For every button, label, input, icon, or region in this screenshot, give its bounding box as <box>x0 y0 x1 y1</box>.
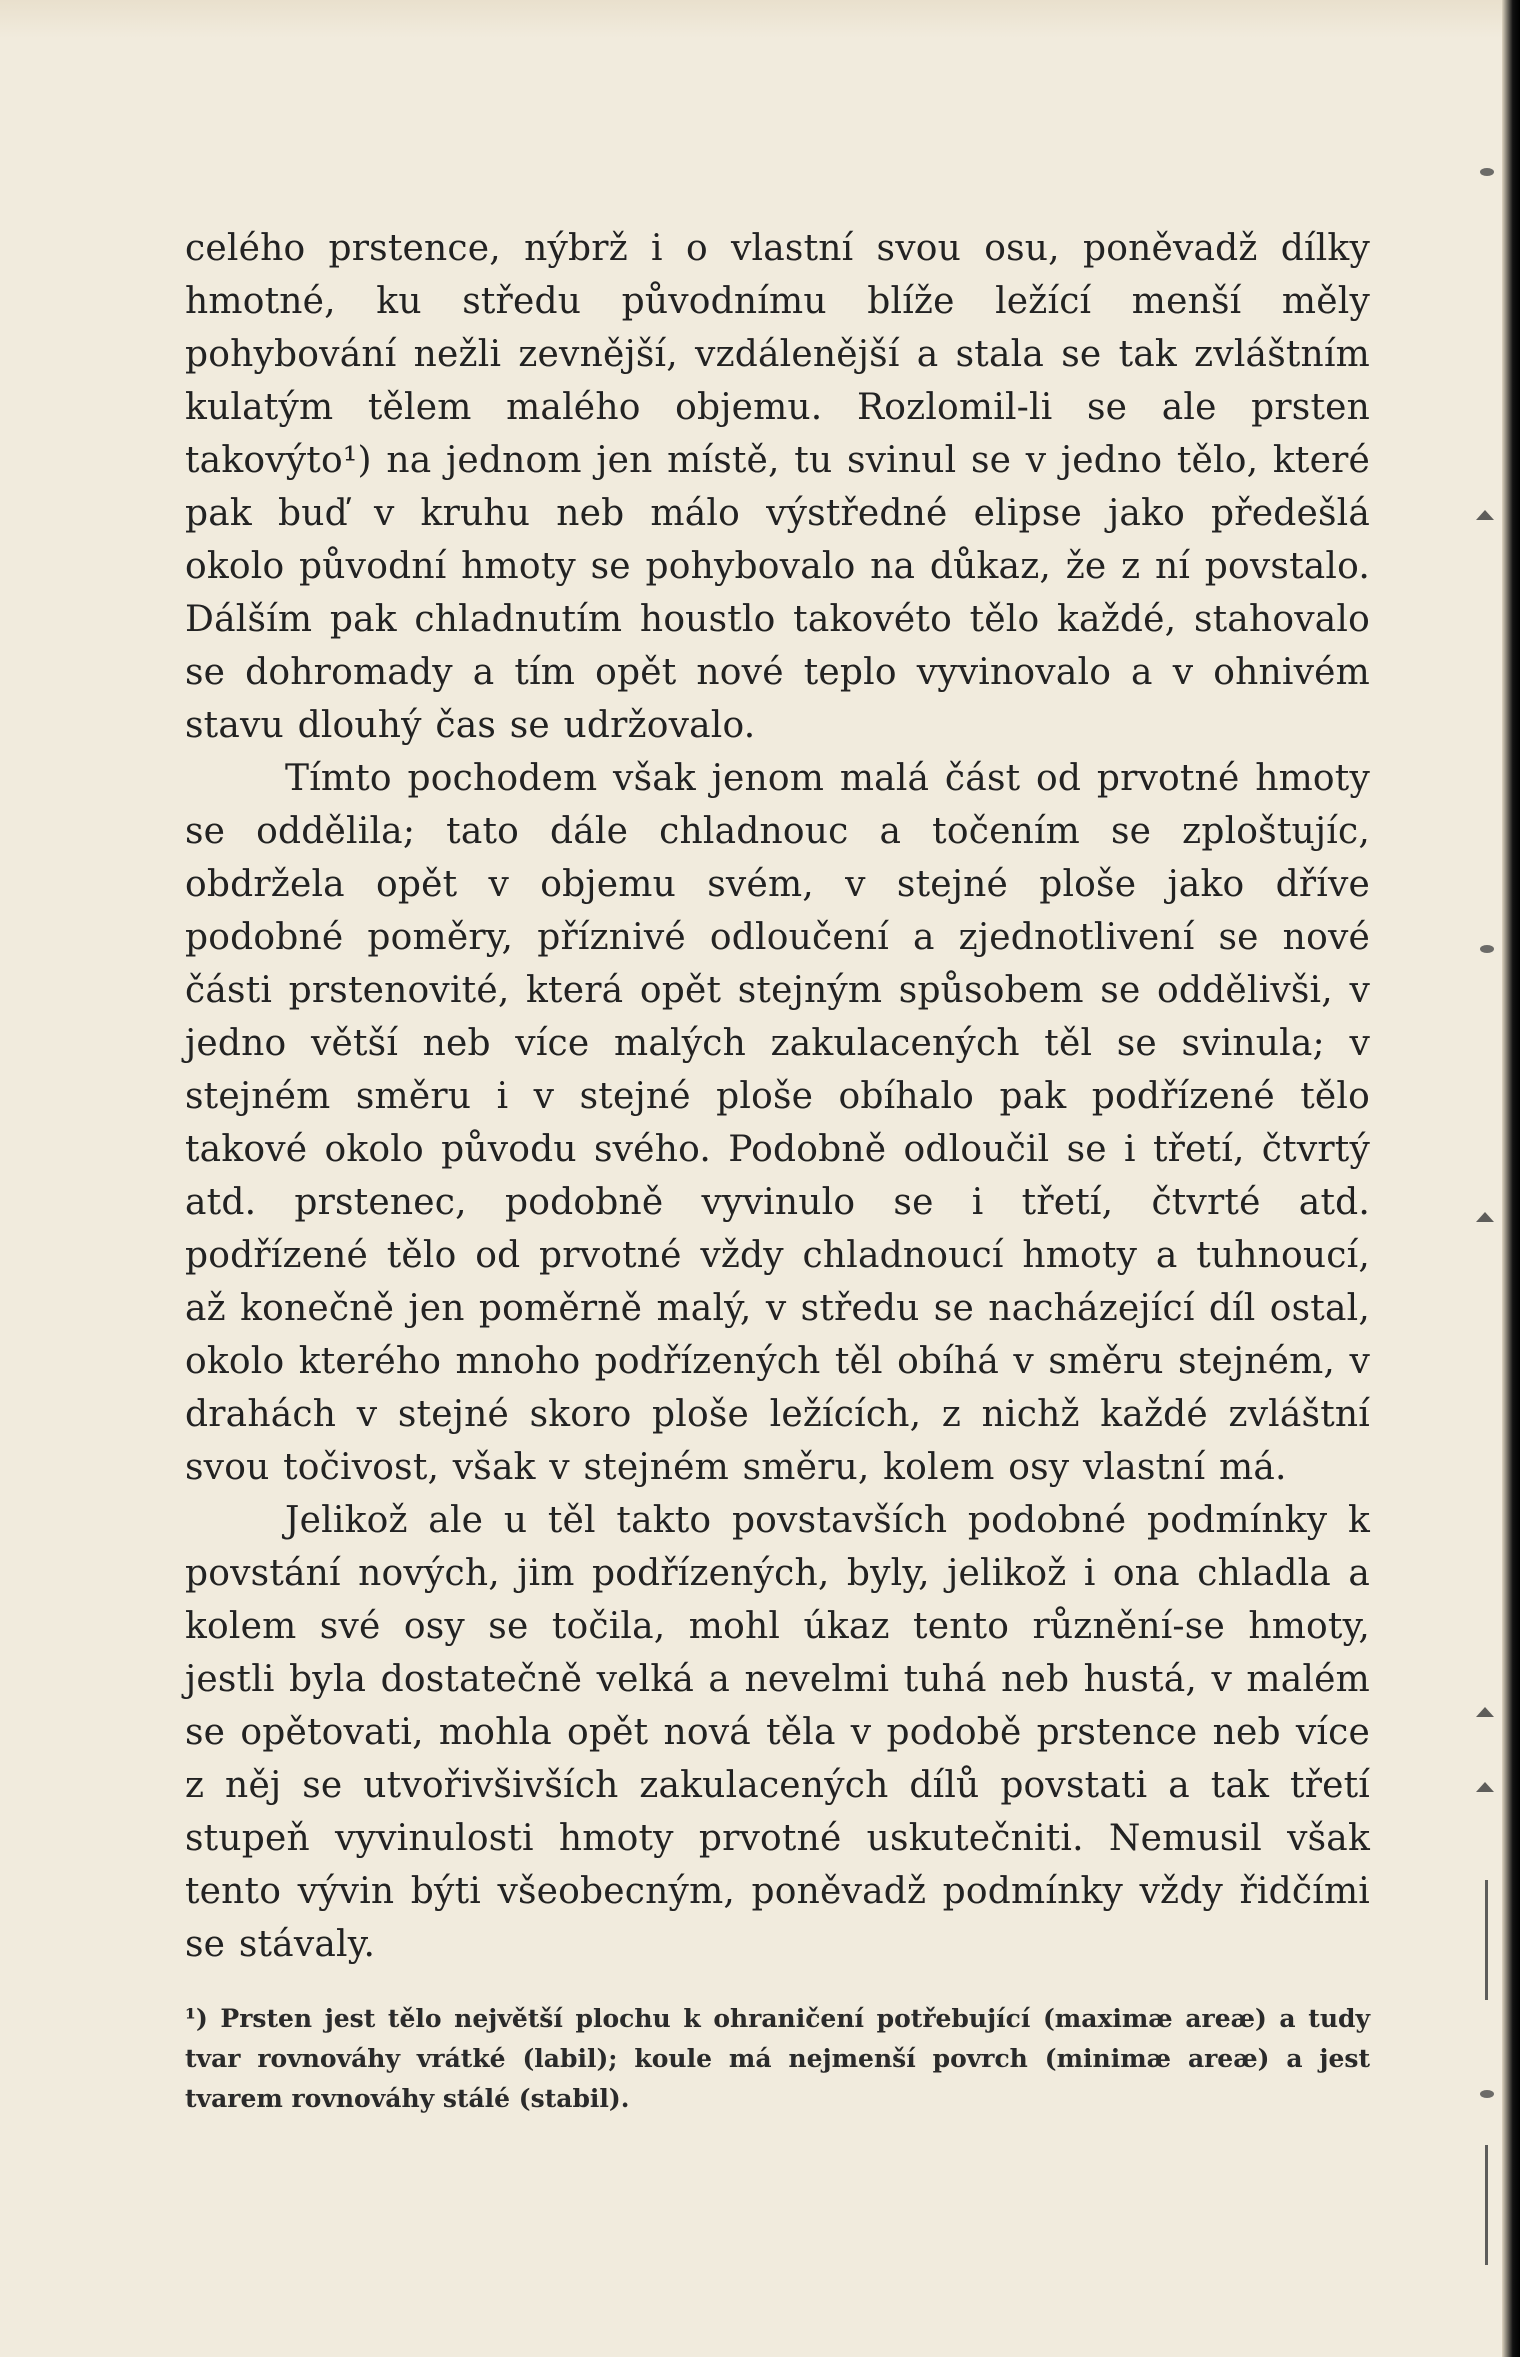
paragraph-2: Tímto pochodem však jenom malá část od prvotné hmoty se oddělila; tato dále chladnouc a točením se zploštujíc, obdržela opět v objemu svém, v stejné ploše jako dříve podobné poměry, příznivé odloučení a zjednotlivení se nové části prstenovité, která opět stejným spůsobem se oddělivši, v jedno větší neb více malých zakulacených těl se svinula; v stejném směru i v stejné ploše obíhalo pak podřízené tělo takové okolo původu svého. Podobně odloučil se i třetí, čtvrtý atd. prstenec, podobně vyvinulo se i třetí, čtvrté atd. podřízené tělo od prvotné vždy chladnoucí hmoty a tuhnoucí, až konečně jen poměrně malý, v středu se nacházející díl ostal, okolo kterého mnoho podřízených těl obíhá v směru stejném, v drahách v stejné skoro ploše ležících, z nichž každé zvláštní svou točivost, však v stejném směru, kolem osy vlastní má. <box>185 758 1370 1488</box>
margin-mark <box>1476 1782 1494 1792</box>
margin-dot <box>1480 2090 1494 2098</box>
body-text <box>185 222 1370 1971</box>
margin-mark <box>1476 1707 1494 1717</box>
margin-marks <box>1452 0 1502 2357</box>
margin-mark <box>1476 510 1494 520</box>
footnote <box>185 1999 1370 2119</box>
margin-bar <box>1485 2145 1488 2265</box>
page-edge <box>1502 0 1520 2357</box>
page-content <box>185 222 1370 2119</box>
paragraph-3: Jelikož ale u těl takto povstavších podobné podmínky k povstání nových, jim podřízených, byly, jelikož i ona chladla a kolem své osy se točila, mohl úkaz tento různění-se hmoty, jestli byla dostatečně velká a nevelmi tuhá neb hustá, v malém se opětovati, mohla opět nová těla v podobě prstence neb více z něj se utvořivšivších zakulacených dílů povstati a tak třetí stupeň vyvinulosti hmoty prvotné uskutečniti. Nemusil však tento vývin býti všeobecným, poněvadž podmínky vždy řidčími se stávaly. <box>185 1500 1370 1965</box>
margin-dot <box>1480 168 1494 176</box>
footnote-text: ¹) Prsten jest tělo největší plochu k ohraničení potřebující (maximæ areæ) a tudy tvar rovnováhy vrátké (labil); koule má nejmenší povrch (minimæ areæ) a jest tvarem rovnováhy stálé (stabil). <box>185 2004 1370 2113</box>
margin-bar <box>1485 1880 1488 2000</box>
page-top-shadow <box>0 0 1520 38</box>
paragraph-1: celého prstence, nýbrž i o vlastní svou osu, poněvadž dílky hmotné, ku středu původnímu blíže ležící menší měly pohybování nežli zevnější, vzdálenější a stala se tak zvláštním kulatým tělem malého objemu. Rozlomil-li se ale prsten takovýto¹) na jednom jen místě, tu svinul se v jedno tělo, které pak buď v kruhu neb málo výstředné elipse jako předešlá okolo původní hmoty se pohybovalo na důkaz, že z ní povstalo. Dálším pak chladnutím houstlo takovéto tělo každé, stahovalo se dohromady a tím opět nové teplo vyvinovalo a v ohnivém stavu dlouhý čas se udržovalo. <box>185 228 1370 746</box>
margin-dot <box>1480 945 1494 953</box>
margin-mark <box>1476 1212 1494 1222</box>
